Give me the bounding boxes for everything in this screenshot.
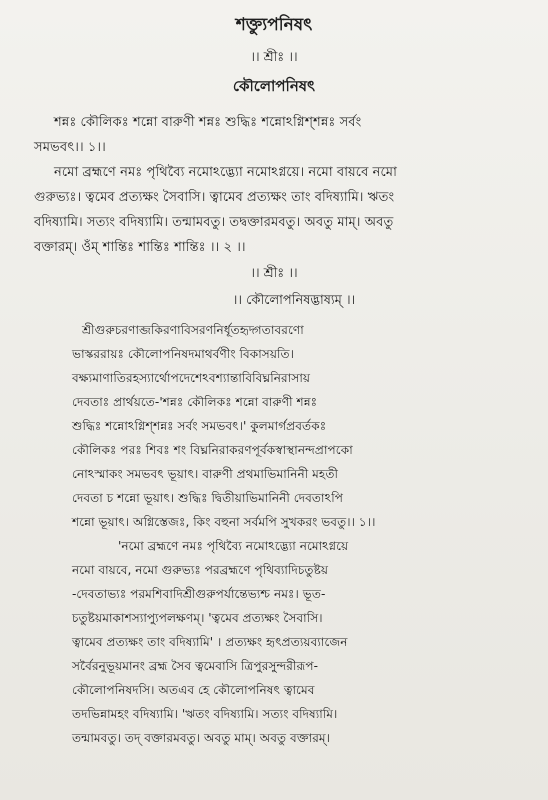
commentary-line: দেবতাঃ প্রার্থয়তে-'শন্নঃ কৌলিকঃ শন্নো বারুণী শন্নঃ: [72, 395, 318, 409]
commentary-title: ।। কৌলোপনিষদ্ভাষ্যম্ ।।: [232, 293, 356, 308]
commentary-line: নোঽস্মাকং সমভবৎ ভূয়াৎ। বারুণী প্রথমাভিমানিনী মহতী: [72, 467, 338, 481]
commentary-line: ভাস্কররায়ঃ কৌলোপনিষদমাথর্বণীং বিকাসয়তি।: [72, 347, 295, 361]
upanishad-title: কৌলোপনিষৎ: [232, 77, 316, 95]
mantra-line: বদিষ্যামি। সত্যং বদিষ্যামি। তন্মামবতু। তদ্বক্তারমবতু। অবতু মাম্। অবতু: [34, 215, 394, 230]
commentary-line: তন্মামবতু। তদ্ বক্তারমবতু। অবতু মাম্। অবতু বক্তারম্।: [72, 731, 331, 745]
commentary-line: কৌলিকঃ পরঃ শিবঃ শং বিঘ্ননিরাকরণপূর্বকস্বাস্থানন্দপ্রাপকো: [72, 443, 353, 457]
mantra-text: [34, 110, 514, 260]
mantra-line: নমো ব্রহ্মণে নমঃ পৃথিব্যৈ নমোঽদ্ভ্যো নমোঽগ্নয়ে। নমো বায়বে নমো: [54, 165, 397, 180]
commentary-line: শন্নো ভূয়াৎ। অগ্নিস্তেজঃ, কিং বহুনা সর্বমপি সুখকরং ভবতু।। ১।।: [72, 515, 376, 529]
mantra-line: শন্নঃ কৌলিকঃ শন্নো বারুণী শন্নঃ শুদ্ধিঃ শন্নোঽগ্নিশ্শন্নঃ সর্বং: [54, 115, 362, 130]
commentary-text: [34, 318, 514, 750]
commentary-line: 'নমো ব্রহ্মণে নমঃ পৃথিব্যৈ নমোঽদ্ভ্যো নমোঽগ্নয়ে: [118, 539, 349, 553]
commentary-line: -দেবতাভ্যঃ পরমশিবাদিশ্রীগুরুপর্যান্তেভ্যশ্চ নমঃ। ভূত-: [72, 587, 326, 601]
commentary-line: চতুষ্টয়মাকাশস্যাপ্যুপলক্ষণম্। 'ত্বমেব প্রত্যক্ষং সৈবাসি।: [72, 611, 323, 625]
mantra-line: বক্তারম্। ওঁম্ শান্তিঃ শান্তিঃ শান্তিঃ ।। ২ ।।: [34, 240, 246, 255]
invocation-middle: ।। শ্রীঃ ।।: [250, 266, 298, 281]
commentary-line: দেবতা চ শন্নো ভূয়াৎ। শুদ্ধিঃ দ্বিতীয়াভিমানিনী দেবতাঽপি: [72, 491, 343, 505]
commentary-line: সর্বৈরনুভূয়মানং ব্রহ্ম সৈব ত্বমেবাসি ত্রিপুরসুন্দরীরূপ-: [72, 659, 319, 673]
commentary-line: শুদ্ধিঃ শন্নোঽগ্নিশ্শন্নঃ সর্বং সমভবৎ।' কুলমার্গপ্রবর্তকঃ: [72, 419, 327, 433]
commentary-line: শ্রীগুরুচরণাব্জকিরণাবিসরণনির্ধূতহৃদ্গতাবরণো: [82, 323, 304, 337]
commentary-line: কৌলোপনিষদসি। অতএব হে কৌলোপনিষৎ ত্বামেব: [72, 683, 315, 697]
commentary-line: ত্বামেব প্রত্যক্ষং তাং বদিষ্যামি' । প্রত্যক্ষং হৃৎপ্রত্যয়ব্যাজেন: [72, 635, 348, 649]
invocation-top: ।। শ্রীঃ ।।: [250, 50, 298, 65]
commentary-line: নমো বায়বে, নমো গুরুভ্যঃ পরব্রহ্মণে পৃথিব্যাদিচতুষ্টয়: [72, 563, 329, 577]
commentary-line: বক্ষ্যমাণাতিরহস্যার্থোপদেশেঽবশ্যান্তাবিবিঘ্ননিরাসায়: [72, 371, 311, 385]
running-head: শক্ত্যুপনিষৎ: [235, 15, 313, 35]
mantra-line: সমভবৎ।। ১।।: [34, 140, 106, 155]
mantra-line: গুরুভ্যঃ। ত্বমেব প্রত্যক্ষং সৈবাসি। ত্বামেব প্রত্যক্ষং তাং বদিষ্যামি। ঋতং: [34, 190, 395, 205]
commentary-line: তদভিন্নামহং বদিষ্যামি। 'ঋতং বদিষ্যামি। সত্যং বদিষ্যামি।: [72, 707, 338, 721]
